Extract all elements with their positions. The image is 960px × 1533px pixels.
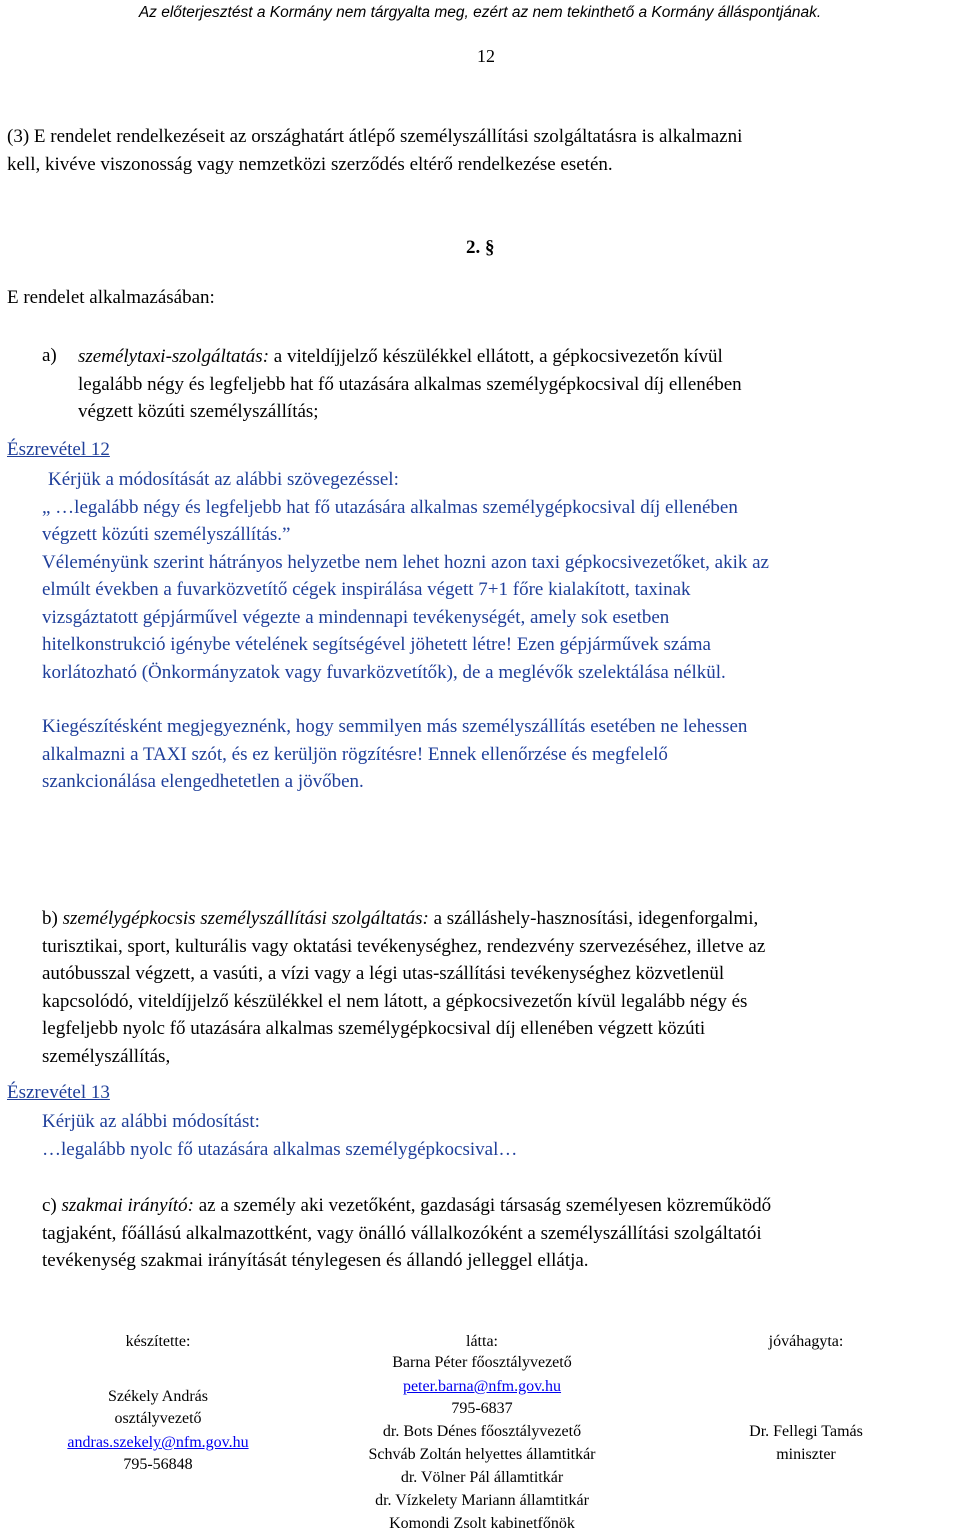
- prepared-phone: 795-56848: [123, 1456, 193, 1473]
- item-a-marker: a): [42, 345, 57, 366]
- section-intro: E rendelet alkalmazásában:: [7, 287, 215, 308]
- item-c-term: szakmai irányító:: [61, 1195, 194, 1216]
- section-heading: 2. §: [466, 237, 495, 258]
- item-b-line-4: kapcsolódó, viteldíjjelző készülékkel el nem látott, a gépkocsivezetőn kívül legalább négy és: [42, 990, 748, 1012]
- item-c-line-3: tevékenység szakmai irányítását ténylegesen és állandó jelleggel ellátja.: [42, 1250, 589, 1271]
- paragraph-3-line-1: (3) E rendelet rendelkezéseit az országhatárt átlépő személyszállítási szolgáltatásra is alkalmazni: [7, 126, 743, 147]
- item-b: [42, 905, 765, 1070]
- seen-email-link[interactable]: peter.barna@nfm.gov.hu: [402, 1378, 562, 1395]
- seen-label: látta:: [466, 1333, 498, 1350]
- seen-line-6: dr. Völner Pál államtitkár: [400, 1469, 564, 1486]
- remark-13-title: Észrevétel 13: [7, 1082, 110, 1103]
- paragraph-3: [7, 123, 742, 178]
- item-c-line-1: [42, 1192, 771, 1220]
- remark-13-request: Kérjük az alábbi módosítást:: [42, 1111, 260, 1132]
- seen-line-7: dr. Vízkelety Mariann államtitkár: [375, 1492, 589, 1509]
- item-a-line-1-rest: a viteldíjjelző készülékkel ellátott, a gépkocsivezetőn kívül: [269, 346, 723, 367]
- seen-line-4: dr. Bots Dénes főosztályvezető: [382, 1423, 582, 1440]
- remark-12-body-line-2: elmúlt években a fuvarközvetítő cégek inspirálása végett 7+1 főre kialakított, taxinak: [42, 579, 691, 600]
- remark-13-quote: …legalább nyolc fő utazására alkalmas személygépkocsival…: [42, 1138, 518, 1160]
- item-c-marker: c): [42, 1195, 57, 1216]
- item-c: [42, 1192, 771, 1275]
- item-a-line-2: legalább négy és legfeljebb hat fő utazására alkalmas személygépkocsival díj ellenében: [78, 373, 742, 395]
- remark-13: [42, 1108, 517, 1163]
- approved-role: miniszter: [776, 1446, 836, 1463]
- item-c-line-2: tagjaként, főállású alkalmazottként, vagy önálló vállalkozóként a személyszállítási szolgáltatói: [42, 1222, 762, 1244]
- remark-12-body-line-3: vizsgáztatott gépjárművel végezte a mindennapi tevékenységét, amely sok esetben: [42, 606, 670, 628]
- approved-name: Dr. Fellegi Tamás: [749, 1423, 863, 1440]
- remark-12-extra-line-3: szankcionálása elengedhetetlen a jövőben.: [42, 771, 364, 792]
- page-number: 12: [477, 46, 495, 66]
- item-b-line-1-rest: a szálláshely-hasznosítási, idegenforgalmi,: [428, 908, 759, 929]
- remark-12-extra-line-1: Kiegészítésként megjegyeznénk, hogy semmilyen más személyszállítás esetében ne lehessen: [42, 716, 748, 737]
- paragraph-3-line-2: kell, kivéve viszonosság vagy nemzetközi szerződés eltérő rendelkezése esetén.: [7, 153, 613, 175]
- item-c-line-1-rest: az a személy aki vezetőként, gazdasági társaság személyesen közreműködő: [193, 1195, 772, 1216]
- remark-12-quote-line-2: végzett közúti személyszállítás.”: [42, 524, 291, 545]
- remark-12-quote-line-1: „ …legalább négy és legfeljebb hat fő utazására alkalmas személygépkocsival díj ellenében: [42, 496, 738, 518]
- remark-12-extra: [42, 713, 747, 796]
- prepared-label: készítette:: [125, 1333, 191, 1350]
- remark-12-body-line-5: korlátozható (Önkormányzatok vagy fuvarközvetítők), de a meglévők szelektálása nélkül.: [42, 661, 726, 683]
- remark-12: [42, 466, 769, 686]
- seen-line-1: Barna Péter főosztályvezető: [392, 1354, 572, 1371]
- item-a-line-3: végzett közúti személyszállítás;: [78, 401, 319, 422]
- remark-12-body-line-1: Véleményünk szerint hátrányos helyzetbe nem lehet hozni azon taxi gépkocsivezetőket, akik az: [42, 551, 769, 573]
- item-b-line-5: legfeljebb nyolc fő utazására alkalmas személygépkocsival díj ellenében végzett közúti: [42, 1018, 706, 1039]
- item-b-line-2: turisztikai, sport, kulturális vagy oktatási tevékenységhez, rendezvény szervezéséhez, illetve az: [42, 935, 766, 957]
- remark-12-extra-line-2: alkalmazni a TAXI szót, és ez kerüljön rögzítésre! Ennek ellenőrzése és megfelelő: [42, 743, 668, 765]
- item-b-line-1: [42, 905, 765, 933]
- item-b-line-3: autóbusszal végzett, a vasúti, a vízi vagy a légi utas-szállítási tevékenységhez közvetlenül: [42, 963, 725, 984]
- prepared-name: Székely András: [108, 1388, 208, 1405]
- item-b-marker: b): [42, 908, 58, 929]
- seen-phone: 795-6837: [451, 1400, 513, 1417]
- item-b-line-6: személyszállítás,: [42, 1045, 171, 1067]
- seen-line-8: Komondi Zsolt kabinetfőnök: [389, 1515, 575, 1532]
- prepared-role: osztályvezető: [114, 1410, 202, 1427]
- header-banner: Az előterjesztést a Kormány nem tárgyalta meg, ezért az nem tekinthető a Kormány álláspontjának.: [138, 4, 822, 21]
- item-a: [78, 343, 742, 426]
- item-a-line-1: [78, 343, 742, 371]
- item-a-term: személytaxi-szolgáltatás:: [78, 346, 270, 367]
- seen-line-5: Schváb Zoltán helyettes államtitkár: [368, 1446, 596, 1463]
- remark-12-body-line-4: hitelkonstrukció igénybe vételének segítségével jöhetett létre! Ezen gépjárművek száma: [42, 634, 711, 655]
- remark-12-title: Észrevétel 12: [7, 439, 110, 460]
- prepared-email-link[interactable]: andras.szekely@nfm.gov.hu: [67, 1434, 249, 1451]
- item-b-term: személygépkocsis személyszállítási szolgáltatás:: [62, 908, 429, 929]
- remark-12-request: Kérjük a módosítását az alábbi szövegezéssel:: [48, 469, 399, 490]
- approved-label: jóváhagyta:: [768, 1333, 844, 1350]
